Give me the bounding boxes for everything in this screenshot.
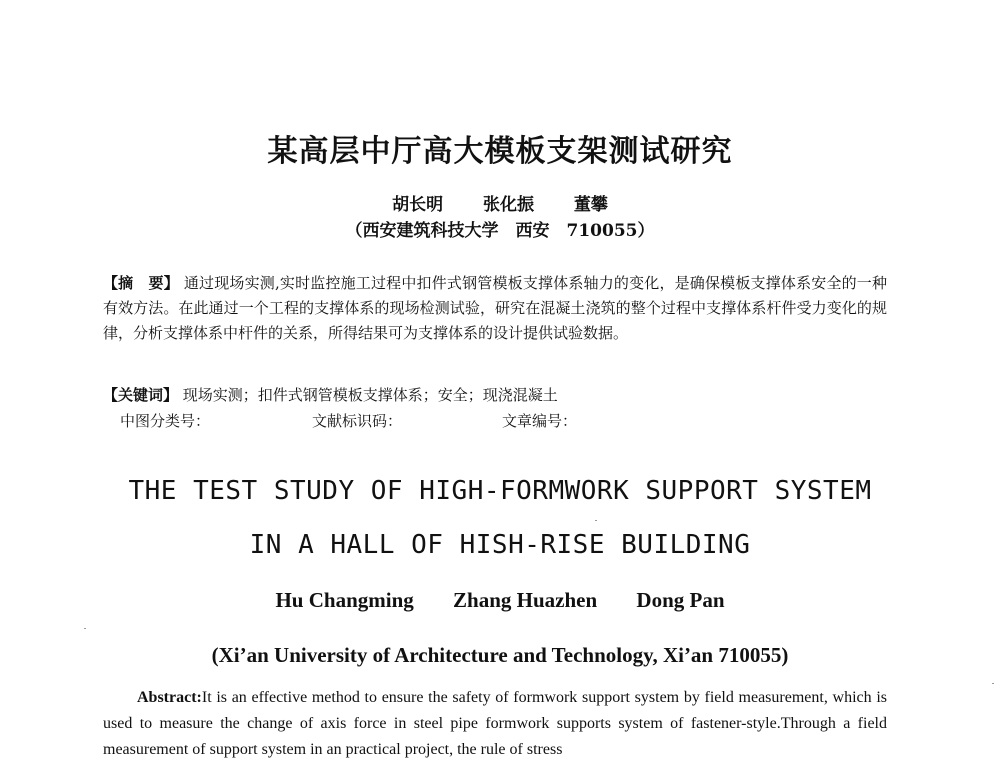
- chinese-author-2: 张化振: [483, 195, 534, 215]
- chinese-keywords-label: 【关键词】: [103, 386, 179, 404]
- english-authors: [0, 588, 1000, 613]
- english-title-line-2: IN A HALL OF HISH-RISE BUILDING: [249, 530, 751, 560]
- chinese-author-3: 董攀: [573, 195, 608, 215]
- scan-speck: [595, 520, 597, 521]
- chinese-keywords-text: 现场实测；扣件式钢管模板支撑体系；安全；现浇混凝土: [182, 386, 558, 404]
- chinese-title: 某高层中厅高大模板支架测试研究: [267, 134, 733, 169]
- english-abstract-label: Abstract:: [137, 689, 202, 706]
- chinese-abstract: [103, 271, 887, 346]
- english-author-1: Hu Changming: [275, 588, 414, 612]
- chinese-affiliation: （西安建筑科技大学 西安 710055）: [345, 221, 655, 241]
- classification-line: [120, 410, 577, 432]
- chinese-keywords: [103, 384, 887, 406]
- chinese-author-1: 胡长明: [392, 195, 444, 215]
- english-affiliation: (Xi’an University of Architecture and Technology, Xi’an 710055): [211, 643, 789, 667]
- document-code-label: 文献标识码：: [312, 412, 403, 430]
- english-author-3: Dong Pan: [636, 588, 725, 612]
- chinese-abstract-text: 通过现场实测,实时监控施工过程中扣件式钢管模板支撑体系轴力的变化，是确保模板支撑体系安全的一种有效方法。在此通过一个工程的支撑体系的现场检测试验，研究在混凝土浇筑的整个过程中支撑体系杆件受力变化的规律，分析支撑体系中杆件的关系，所得结果可为支撑体系的设计提供试验数据。: [103, 274, 887, 342]
- english-title-line-1: THE TEST STUDY OF HIGH-FORMWORK SUPPORT SYSTEM: [128, 476, 872, 506]
- english-abstract: [103, 685, 887, 760]
- clc-number-label: 中图分类号：: [120, 412, 211, 430]
- english-author-2: Zhang Huazhen: [453, 588, 598, 612]
- chinese-abstract-label: 【摘 要】: [103, 274, 179, 292]
- scan-speck: [992, 683, 994, 684]
- chinese-authors: [0, 190, 1000, 215]
- article-number-label: 文章编号：: [502, 412, 578, 430]
- english-abstract-text: It is an effective method to ensure the safety of formwork support system by field measurement, which is used to measure the change of axis force in steel pipe formwork supports system of fastener-style.Through a field measurement of support system in an practical project, the rule of stress: [103, 689, 887, 758]
- scan-speck: [84, 628, 86, 629]
